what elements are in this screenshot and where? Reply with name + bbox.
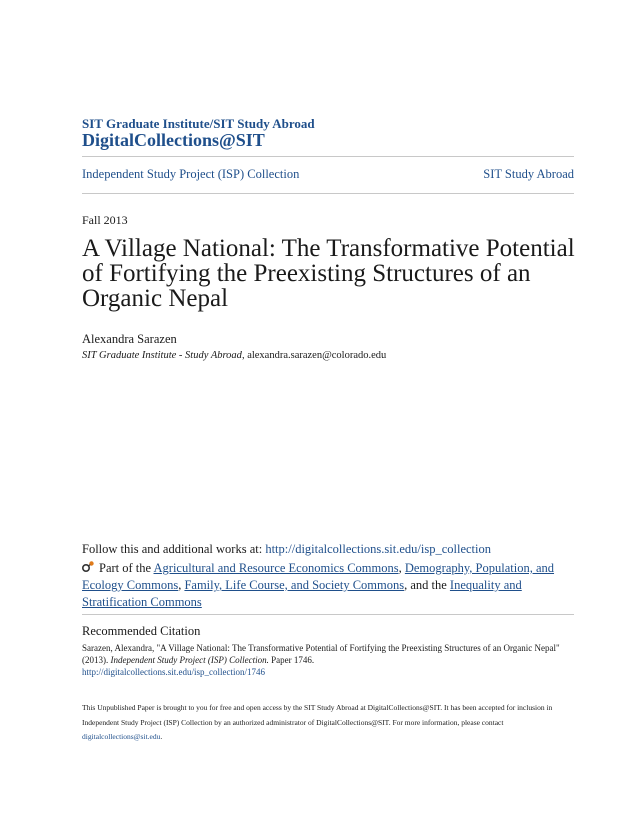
collection-row (82, 167, 574, 182)
commons-link-inequality[interactable]: Inequality and Stratification Commons (82, 578, 522, 609)
author-email: , alexandra.sarazen@colorado.edu (241, 350, 387, 361)
institution-name[interactable]: SIT Graduate Institute/SIT Study Abroad (82, 116, 315, 131)
part-of-prefix: Part of the (99, 561, 154, 575)
citation-divider (82, 614, 574, 615)
citation-part2: Paper 1746. (268, 655, 315, 665)
part-of-commons (82, 560, 574, 611)
commons-link-demography[interactable]: Demography, Population, and Ecology Commons (82, 561, 555, 592)
author-name: Alexandra Sarazen (82, 332, 177, 346)
citation-text (82, 642, 574, 678)
commons-link-family[interactable]: Family, Life Course, and Society Commons (184, 578, 405, 592)
repository-name[interactable]: DigitalCollections@SIT (82, 130, 265, 150)
network-icon (82, 560, 95, 573)
commons-link-agricultural[interactable]: Agricultural and Resource Economics Commons (153, 561, 399, 575)
follow-line (82, 542, 491, 557)
separator: , (178, 578, 185, 592)
contact-email-link[interactable]: digitalcollections@sit.edu (82, 732, 161, 741)
follow-url-link[interactable]: http://digitalcollections.sit.edu/isp_collection (265, 542, 491, 556)
top-divider (82, 156, 574, 157)
citation-url-link[interactable]: http://digitalcollections.sit.edu/isp_collection/1746 (82, 667, 265, 677)
access-statement (82, 701, 574, 745)
program-link[interactable]: SIT Study Abroad (483, 167, 574, 181)
access-end: . (160, 732, 163, 741)
affiliation-text: SIT Graduate Institute - Study Abroad (82, 350, 242, 361)
separator: , (398, 561, 405, 575)
access-text: This Unpublished Paper is brought to you for free and open access by the SIT Study Abroad at DigitalCollections@SIT. It has been accepted for inclusion in Independent Study Project (ISP) Collection by an authorized administrator of DigitalCollections@SIT. For more information, please contact (82, 703, 553, 727)
citation-part1: Sarazen, Alexandra, "A Village National: The Transformative Potential of Fortifying the Preexisting Structures of an Organic Nepal" (2013). (82, 643, 560, 665)
article-title: A Village National: The Transformative Potential of Fortifying the Preexisting Structures of an Organic Nepal (82, 235, 575, 312)
citation-collection: Independent Study Project (ISP) Collection. (110, 655, 269, 665)
citation-heading: Recommended Citation (82, 624, 201, 638)
collection-divider (82, 193, 574, 194)
author-affiliation (82, 350, 386, 361)
follow-label: Follow this and additional works at: (82, 542, 266, 556)
separator: , and the (404, 578, 450, 592)
collection-link[interactable]: Independent Study Project (ISP) Collection (82, 167, 300, 181)
publication-date: Fall 2013 (82, 213, 128, 227)
